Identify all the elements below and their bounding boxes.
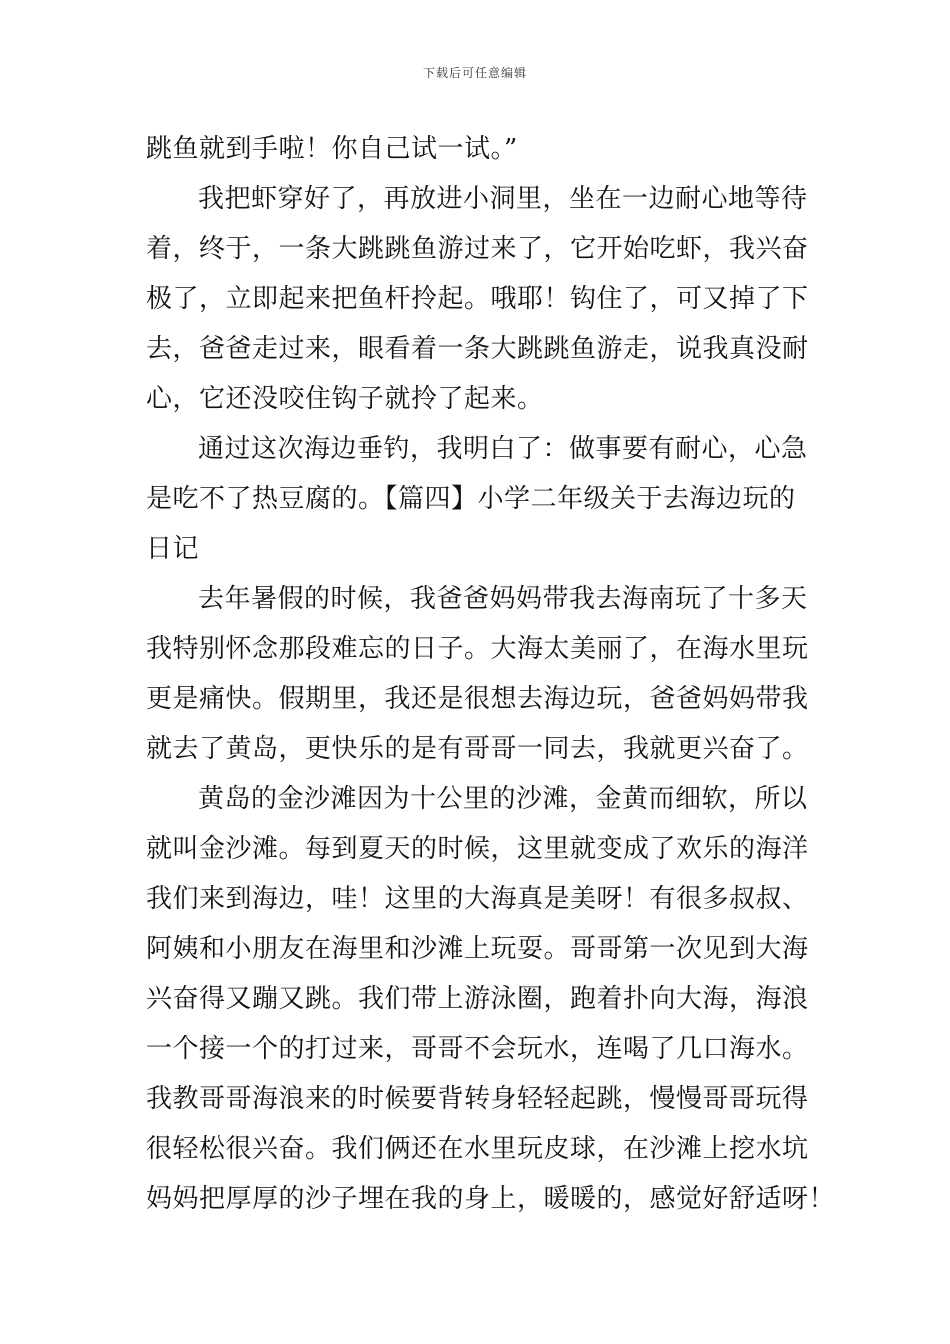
text-line: 去，爸爸走过来，眼看着一条大跳跳鱼游走，说我真没耐 (146, 334, 809, 364)
text-line: 我教哥哥海浪来的时候要背转身轻轻起跳，慢慢哥哥玩得 (146, 1084, 809, 1114)
text-line: 通过这次海边垂钓，我明白了：做事要有耐心，心急 (198, 434, 808, 464)
text-line: 就去了黄岛，更快乐的是有哥哥一同去，我就更兴奋了。 (146, 734, 809, 764)
text-line: 黄岛的金沙滩因为十公里的沙滩，金黄而细软，所以 (198, 784, 808, 814)
text-line: 很轻松很兴奋。我们俩还在水里玩皮球，在沙滩上挖水坑 (146, 1134, 809, 1164)
text-line: 是吃不了热豆腐的。【篇四】小学二年级关于去海边玩的 (146, 484, 796, 514)
text-line: 去年暑假的时候，我爸爸妈妈带我去海南玩了十多天 (198, 584, 808, 614)
text-line: 我特别怀念那段难忘的日子。大海太美丽了，在海水里玩 (146, 634, 809, 664)
text-line: 就叫金沙滩。每到夏天的时候，这里就变成了欢乐的海洋 (146, 834, 809, 864)
text-line: 我把虾穿好了，再放进小洞里，坐在一边耐心地等待 (198, 184, 808, 214)
document-body (146, 124, 836, 1224)
text-line: 阿姨和小朋友在海里和沙滩上玩耍。哥哥第一次见到大海 (146, 934, 809, 964)
text-line: 我们来到海边，哇！这里的大海真是美呀！有很多叔叔、 (146, 884, 809, 914)
page-header: 下载后可任意编辑 (422, 66, 527, 80)
text-line: 心，它还没咬住钩子就拎了起来。 (146, 384, 544, 414)
text-line: 一个接一个的打过来，哥哥不会玩水，连喝了几口海水。 (146, 1034, 809, 1064)
text-line: 日记 (146, 534, 200, 564)
text-line: 跳鱼就到手啦！你自己试一试。” (146, 134, 518, 164)
text-line: 着，终于，一条大跳跳鱼游过来了，它开始吃虾，我兴奋 (146, 234, 809, 264)
text-line: 兴奋得又蹦又跳。我们带上游泳圈，跑着扑向大海，海浪 (146, 984, 809, 1014)
text-line: 妈妈把厚厚的沙子埋在我的身上，暖暖的，感觉好舒适呀！ (146, 1184, 836, 1214)
text-line: 更是痛快。假期里，我还是很想去海边玩，爸爸妈妈带我 (146, 684, 809, 714)
text-line: 极了，立即起来把鱼杆拎起。哦耶！钩住了，可又掉了下 (146, 284, 809, 314)
